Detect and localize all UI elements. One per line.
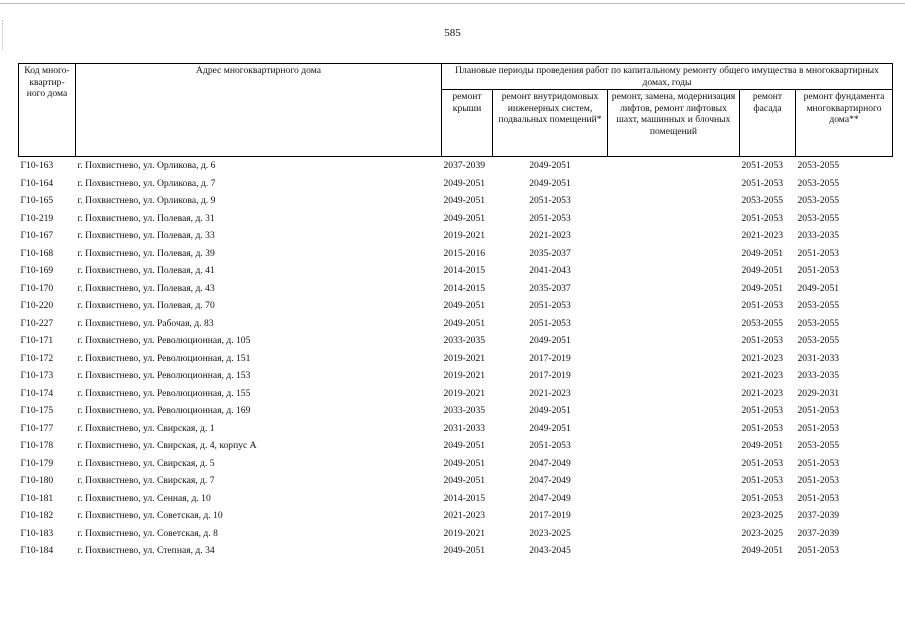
cell-facade: 2049-2051 [741,247,784,259]
cell-engineering: 2047-2049 [529,492,571,504]
cell-foundation: 2053-2055 [797,440,840,451]
cell-elevator [608,297,740,315]
header-foundation: ремонт фундамента многоквартирного дома** [796,90,893,157]
cell-foundation: 2051-2053 [797,545,840,556]
cell-address: г. Похвистнево, ул. Полевая, д. 43 [77,282,215,294]
cell-engineering: 2017-2019 [529,510,571,521]
cell-facade: 2051-2053 [741,160,784,171]
table-row [19,367,893,385]
table-row [19,297,893,315]
cell-code: Г10-165 [20,195,54,206]
cell-roof: 2033-2035 [443,405,486,416]
cell-address: г. Похвистнево, ул. Революционная, д. 169 [77,405,251,416]
table-row [19,227,893,245]
table-row [19,437,893,455]
cell-roof: 2019-2021 [443,230,486,241]
cell-code: Г10-184 [20,545,54,556]
cell-address: г. Похвистнево, ул. Полевая, д. 33 [77,230,215,241]
cell-facade: 2051-2053 [741,475,784,486]
header-address: Адрес многоквартирного дома [76,64,442,157]
cell-facade: 2051-2053 [741,492,784,504]
page-number: 585 [444,27,461,39]
cell-address: г. Похвистнево, ул. Свирская, д. 4, корпус А [77,440,257,451]
cell-roof: 2019-2021 [443,352,486,364]
top-edge-line [0,3,905,4]
cell-foundation: 2037-2039 [797,527,840,539]
cell-elevator [608,472,740,490]
cell-address: г. Похвистнево, ул. Рабочая, д. 83 [77,317,214,329]
table-row [19,245,893,263]
cell-elevator [608,455,740,473]
cell-foundation: 2033-2035 [797,370,840,381]
cell-code: Г10-182 [20,510,54,521]
cell-address: г. Похвистнево, ул. Полевая, д. 41 [77,265,215,276]
cell-code: Г10-220 [20,300,54,311]
cell-facade: 2051-2053 [741,457,784,469]
cell-address: г. Похвистнево, ул. Полевая, д. 39 [77,247,215,259]
cell-engineering: 2035-2037 [529,247,571,259]
cell-engineering: 2049-2051 [529,335,571,346]
cell-elevator [608,385,740,403]
table-row [19,385,893,403]
cell-engineering: 2051-2053 [529,440,571,451]
cell-elevator [608,245,740,263]
cell-code: Г10-175 [20,405,54,416]
cell-facade: 2023-2025 [741,510,784,521]
cell-facade: 2051-2053 [741,300,784,311]
cell-code: Г10-181 [20,492,54,504]
cell-facade: 2051-2053 [741,422,784,434]
cell-foundation: 2051-2053 [797,492,840,504]
cell-code: Г10-180 [20,475,54,486]
cell-facade: 2053-2055 [741,317,784,329]
cell-facade: 2021-2023 [741,352,784,364]
cell-foundation: 2051-2053 [797,265,840,276]
cell-address: г. Похвистнево, ул. Полевая, д. 70 [77,300,215,311]
cell-roof: 2049-2051 [443,195,486,206]
cell-elevator [608,210,740,228]
cell-code: Г10-171 [20,335,54,346]
table-body [19,157,893,560]
cell-roof: 2014-2015 [443,265,486,276]
cell-address: г. Похвистнево, ул. Орликова, д. 6 [77,160,216,171]
cell-engineering: 2047-2049 [529,457,571,469]
cell-address: г. Похвистнево, ул. Орликова, д. 9 [77,195,216,206]
cell-roof: 2049-2051 [443,177,486,189]
cell-engineering: 2051-2053 [529,300,571,311]
cell-elevator [608,157,740,175]
table-row [19,507,893,525]
cell-roof: 2019-2021 [443,370,486,381]
cell-address: г. Похвистнево, ул. Советская, д. 10 [77,510,223,521]
cell-roof: 2049-2051 [443,317,486,329]
cell-roof: 2015-2016 [443,247,486,259]
cell-roof: 2033-2035 [443,335,486,346]
cell-roof: 2014-2015 [443,492,486,504]
table-row [19,525,893,543]
cell-facade: 2049-2051 [741,545,784,556]
cell-foundation: 2033-2035 [797,230,840,241]
cell-code: Г10-178 [20,440,54,451]
cell-code: Г10-169 [20,265,54,276]
table-row [19,157,893,175]
cell-engineering: 2035-2037 [529,282,571,294]
cell-address: г. Похвистнево, ул. Свирская, д. 1 [77,422,215,434]
cell-engineering: 2017-2019 [529,370,571,381]
cell-code: Г10-183 [20,527,54,539]
header-elevator: ремонт, замена, модернизация лифтов, ремонт лифтовых шахт, машинных и блочных помещений [608,90,740,157]
table-row [19,402,893,420]
cell-elevator [608,402,740,420]
capital-repair-schedule-table [18,63,893,560]
cell-facade: 2051-2053 [741,335,784,346]
cell-elevator [608,437,740,455]
cell-code: Г10-227 [20,317,54,329]
cell-facade: 2053-2055 [741,195,784,206]
header-facade: ремонт фасада [740,90,796,157]
cell-elevator [608,542,740,560]
table-row [19,542,893,560]
cell-elevator [608,490,740,508]
cell-elevator [608,192,740,210]
cell-engineering: 2017-2019 [529,352,571,364]
table-row [19,490,893,508]
cell-roof: 2049-2051 [443,440,486,451]
table-row [19,332,893,350]
cell-engineering: 2049-2051 [529,422,571,434]
cell-facade: 2051-2053 [741,212,784,224]
cell-engineering: 2021-2023 [529,387,571,399]
header-engineering: ремонт внутридомовых инженерных систем, подвальных помещений* [493,90,608,157]
cell-roof: 2014-2015 [443,282,486,294]
cell-elevator [608,315,740,333]
cell-code: Г10-177 [20,422,54,434]
cell-engineering: 2021-2023 [529,230,571,241]
cell-elevator [608,367,740,385]
cell-foundation: 2053-2055 [797,195,840,206]
table-row [19,472,893,490]
cell-roof: 2031-2033 [443,422,486,434]
cell-foundation: 2053-2055 [797,335,840,346]
cell-code: Г10-219 [20,212,54,224]
cell-address: г. Похвистнево, ул. Полевая, д. 31 [77,212,215,224]
cell-foundation: 2049-2051 [797,282,840,294]
cell-foundation: 2051-2053 [797,422,840,434]
cell-foundation: 2053-2055 [797,317,840,329]
cell-elevator [608,507,740,525]
cell-address: г. Похвистнево, ул. Революционная, д. 105 [77,335,251,346]
table-row [19,262,893,280]
cell-facade: 2051-2053 [741,405,784,416]
table-row [19,210,893,228]
cell-facade: 2049-2051 [741,282,784,294]
table-header [19,64,893,157]
cell-foundation: 2031-2033 [797,352,840,364]
table-row [19,455,893,473]
table-row [19,350,893,368]
table-row [19,315,893,333]
cell-elevator [608,350,740,368]
table-row [19,175,893,193]
cell-address: г. Похвистнево, ул. Революционная, д. 151 [77,352,251,364]
cell-foundation: 2051-2053 [797,405,840,416]
cell-foundation: 2037-2039 [797,510,840,521]
cell-engineering: 2051-2053 [529,317,571,329]
cell-roof: 2019-2021 [443,387,486,399]
cell-address: г. Похвистнево, ул. Орликова, д. 7 [77,177,216,189]
cell-code: Г10-167 [20,230,54,241]
cell-code: Г10-163 [20,160,54,171]
cell-address: г. Похвистнево, ул. Сенная, д. 10 [77,492,211,504]
cell-engineering: 2051-2053 [529,195,571,206]
cell-foundation: 2053-2055 [797,177,840,189]
cell-address: г. Похвистнево, ул. Свирская, д. 7 [77,475,215,486]
cell-engineering: 2043-2045 [529,545,571,556]
header-roof: ремонт крыши [442,90,493,157]
cell-foundation: 2053-2055 [797,300,840,311]
cell-facade: 2049-2051 [741,265,784,276]
cell-engineering: 2049-2051 [529,405,571,416]
cell-elevator [608,525,740,543]
cell-roof: 2037-2039 [443,160,486,171]
cell-roof: 2049-2051 [443,545,486,556]
cell-elevator [608,280,740,298]
cell-engineering: 2049-2051 [529,160,571,171]
cell-roof: 2049-2051 [443,212,486,224]
cell-facade: 2023-2025 [741,527,784,539]
cell-code: Г10-173 [20,370,54,381]
cell-code: Г10-164 [20,177,54,189]
cell-elevator [608,420,740,438]
cell-engineering: 2041-2043 [529,265,571,276]
cell-facade: 2021-2023 [741,370,784,381]
header-row-1 [19,64,893,90]
cell-code: Г10-179 [20,457,54,469]
cell-engineering: 2049-2051 [529,177,571,189]
cell-address: г. Похвистнево, ул. Революционная, д. 153 [77,370,251,381]
cell-address: г. Похвистнево, ул. Свирская, д. 5 [77,457,215,469]
cell-roof: 2021-2023 [443,510,486,521]
cell-foundation: 2051-2053 [797,475,840,486]
cell-engineering: 2047-2049 [529,475,571,486]
cell-foundation: 2051-2053 [797,457,840,469]
cell-address: г. Похвистнево, ул. Революционная, д. 155 [77,387,251,399]
cell-elevator [608,332,740,350]
cell-elevator [608,227,740,245]
header-periods-group: Плановые периоды проведения работ по капитальному ремонту общего имущества в многоквартирных домах, годы [442,64,893,90]
cell-roof: 2019-2021 [443,527,486,539]
cell-foundation: 2053-2055 [797,212,840,224]
cell-address: г. Похвистнево, ул. Степная, д. 34 [77,545,215,556]
cell-roof: 2049-2051 [443,475,486,486]
cell-elevator [608,262,740,280]
cell-roof: 2049-2051 [443,300,486,311]
cell-foundation: 2051-2053 [797,247,840,259]
cell-engineering: 2023-2025 [529,527,571,539]
cell-foundation: 2053-2055 [797,160,840,171]
cell-code: Г10-168 [20,247,54,259]
cell-facade: 2021-2023 [741,230,784,241]
cell-foundation: 2029-2031 [797,387,840,399]
cell-facade: 2049-2051 [741,440,784,451]
table-row [19,280,893,298]
cell-facade: 2051-2053 [741,177,784,189]
table-row [19,192,893,210]
cell-code: Г10-170 [20,282,54,294]
cell-roof: 2049-2051 [443,457,486,469]
cell-facade: 2021-2023 [741,387,784,399]
cell-code: Г10-174 [20,387,54,399]
cell-address: г. Похвистнево, ул. Советская, д. 8 [77,527,218,539]
cell-engineering: 2051-2053 [529,212,571,224]
table-row [19,420,893,438]
cell-code: Г10-172 [20,352,54,364]
cell-elevator [608,175,740,193]
header-code: Код много-квартир-ного дома [19,64,76,157]
